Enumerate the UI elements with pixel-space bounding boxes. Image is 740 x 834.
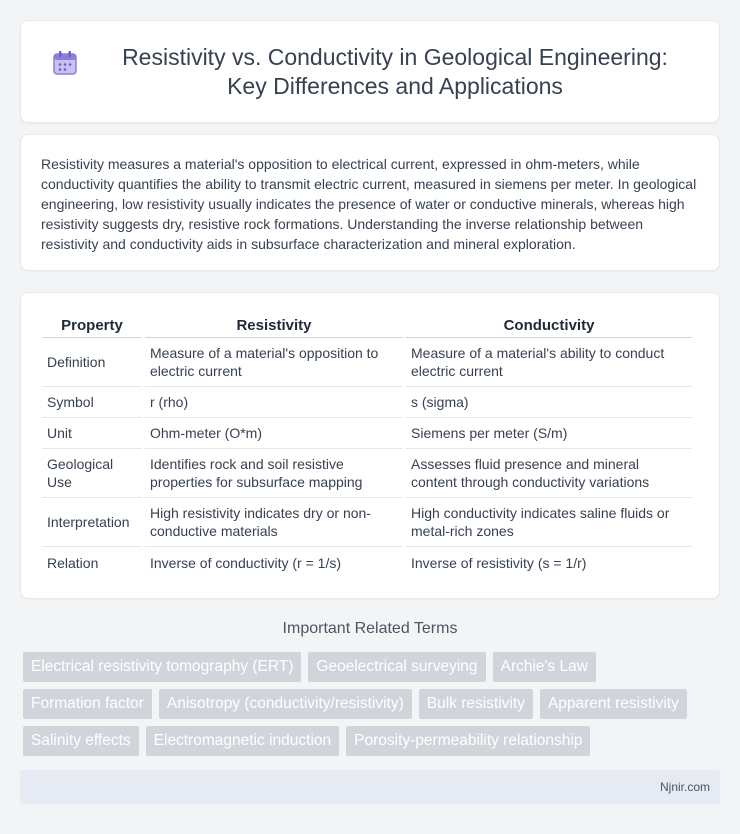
table-row <box>42 547 692 578</box>
cell-resistivity: High resistivity indicates dry or non-conductive materials <box>145 498 403 547</box>
term-tag[interactable]: Anisotropy (conductivity/resistivity) <box>159 689 412 719</box>
term-tag[interactable]: Geoelectrical surveying <box>308 652 485 682</box>
cell-conductivity: Assesses fluid presence and mineral content through conductivity variations <box>406 449 692 498</box>
cell-conductivity: Siemens per meter (S/m) <box>406 418 692 449</box>
cell-conductivity: Measure of a material's ability to conduct electric current <box>406 338 692 387</box>
table-row <box>42 418 692 449</box>
cell-resistivity: Identifies rock and soil resistive properties for subsurface mapping <box>145 449 403 498</box>
footer <box>20 770 720 804</box>
term-tag[interactable]: Archie's Law <box>493 652 596 682</box>
calendar-icon <box>51 49 79 77</box>
table-row <box>42 498 692 547</box>
term-tag[interactable]: Electromagnetic induction <box>146 726 340 756</box>
cell-property: Interpretation <box>42 498 142 547</box>
header-conductivity: Conductivity <box>406 313 692 338</box>
table-row <box>42 387 692 418</box>
related-terms-heading: Important Related Terms <box>282 620 458 637</box>
cell-conductivity: High conductivity indicates saline fluids or metal-rich zones <box>406 498 692 547</box>
header-property: Property <box>42 313 142 338</box>
table-row <box>42 449 692 498</box>
comparison-table-card <box>20 292 720 599</box>
cell-property: Geological Use <box>42 449 142 498</box>
comparison-table <box>39 313 695 578</box>
term-tag[interactable]: Electrical resistivity tomography (ERT) <box>23 652 301 682</box>
cell-conductivity: s (sigma) <box>406 387 692 418</box>
table-row <box>42 338 692 387</box>
footer-source[interactable]: Njnir.com <box>659 780 710 794</box>
cell-property: Unit <box>42 418 142 449</box>
intro-text: Resistivity measures a material's opposition to electrical current, expressed in ohm-meters, while conductivity quantifies the ability to transmit electric current, measured in siemens per meter. In geological engineering, low resistivity usually indicates the presence of water or conductive minerals, whereas high resistivity suggests dry, resistive rock formations. Understanding the inverse relationship between resistivity and conductivity aids in subsurface characterization and mineral exploration. <box>41 156 697 252</box>
cell-resistivity: Inverse of conductivity (r = 1/s) <box>150 554 342 571</box>
title-card <box>20 20 720 123</box>
header-resistivity: Resistivity <box>145 313 403 338</box>
cell-property: Relation <box>47 554 99 571</box>
term-tag[interactable]: Formation factor <box>23 689 152 719</box>
page-title: Resistivity vs. Conductivity in Geological Engineering: Key Differences and Applications <box>122 43 668 99</box>
cell-resistivity: Measure of a material's opposition to electric current <box>145 338 403 387</box>
cell-resistivity: Ohm-meter (O*m) <box>145 418 403 449</box>
cell-conductivity: Inverse of resistivity (s = 1/r) <box>411 554 587 571</box>
term-tag[interactable]: Apparent resistivity <box>540 689 687 719</box>
table-header-row <box>42 313 692 338</box>
term-tag[interactable]: Porosity-permeability relationship <box>346 726 590 756</box>
cell-property: Definition <box>42 338 142 387</box>
term-tag[interactable]: Salinity effects <box>23 726 139 756</box>
intro-card <box>20 134 720 271</box>
cell-property: Symbol <box>42 387 142 418</box>
term-tag[interactable]: Bulk resistivity <box>419 689 533 719</box>
cell-resistivity: r (rho) <box>145 387 403 418</box>
related-terms-list <box>23 652 723 763</box>
